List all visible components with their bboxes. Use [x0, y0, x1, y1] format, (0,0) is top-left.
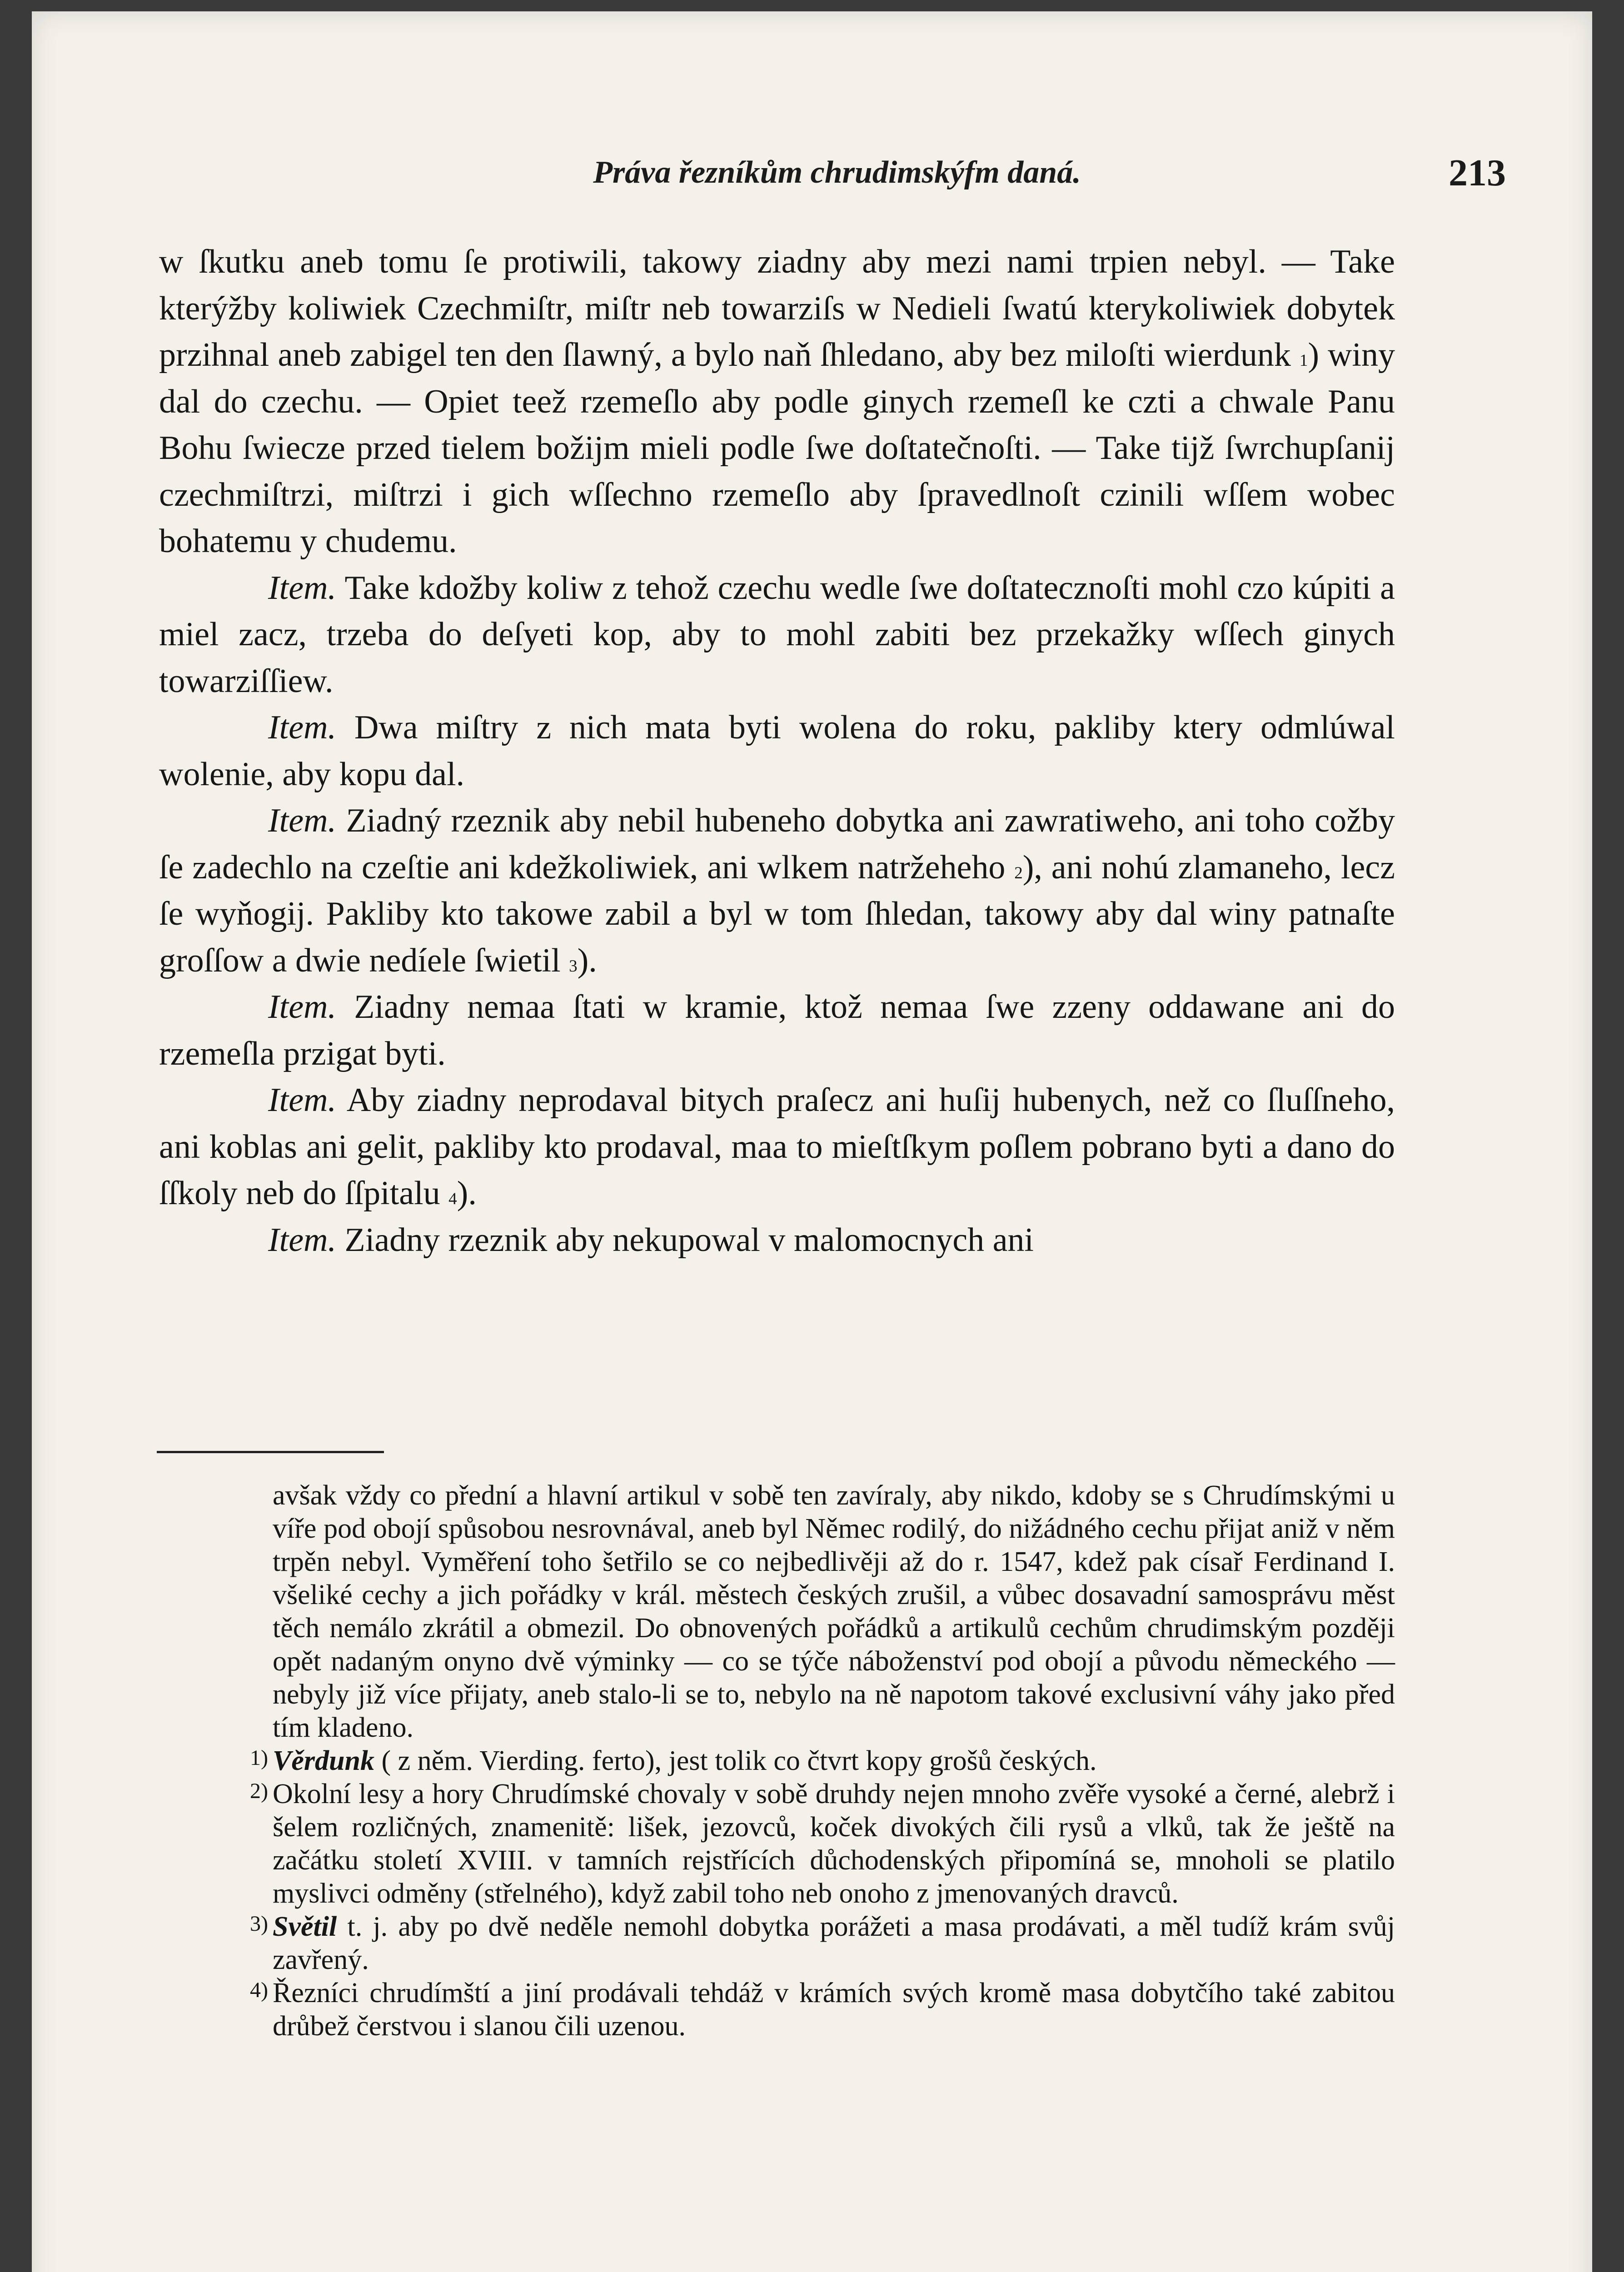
- footnote-divider: [157, 1451, 384, 1453]
- item-label: Item.: [268, 1081, 336, 1119]
- item-label: Item.: [268, 1221, 336, 1259]
- item-label: Item.: [268, 802, 336, 839]
- footnote-marker: 2): [250, 1779, 268, 1803]
- book-page: [32, 11, 1592, 2272]
- paragraph-item-4: Item. Ziadny nemaa ſtati w kramie, ktož nemaa ſwe zzeny oddawane ani do rzemeſla przigat byti.: [159, 988, 1395, 1072]
- main-text: [159, 239, 1395, 1263]
- footnote-continuation: avšak vždy co přední a hlavní artikul v sobě ten zavíraly, aby nikdo, kdoby se s Chrudímskými u víře pod obojí spůsobou nesrovnával, aneb byl Němec rodilý, do nižádného cechu přijat aniž v něm trpěn nebyl. Vyměření toho šetřilo se co nejbedlivěji až do r. 1547, kdež pak císař Ferdinand I. všeliké cechy a jich pořádky v král. městech českých zrušil, a vůbec dosavadní samosprávu měst těch nemálo zkrátil a obmezil. Do obnovených pořádků a artikulů cechům chrudimským později opět nadaným onyno dvě výminky — co se týče náboženství pod obojí a původu německého — nebyly již více přijaty, aneb stalo-li se to, nebylo na ně napotom takové exclusivní váhy jako před tím kladeno.: [273, 1480, 1395, 1743]
- footnote-1: 1) Věrdunk ( z něm. Vierding. ferto), jest tolik co čtvrt kopy grošů českých.: [273, 1744, 1395, 1778]
- item-label: Item.: [268, 569, 336, 607]
- paragraph-item-6: Item. Ziadny rzeznik aby nekupowal v malomocnych ani: [268, 1221, 1034, 1259]
- footnote-ref-3: 3: [569, 957, 578, 976]
- paragraph-item-5: Item. Aby ziadny neprodaval bitych praſecz ani huſij hubenych, než co ſluſſneho, ani koblas ani gelit, pakliby kto prodaval, maa to mieſtſkym poſlem pobrano byti a dano do ſſkoly neb do ſſpitalu $^4$).: [159, 1081, 1395, 1212]
- footnote-marker: 3): [250, 1912, 268, 1936]
- footnote-2: 2) Okolní lesy a hory Chrudímské chovaly v sobě druhdy nejen mnoho zvěře vysoké a černé, alebrž i šelem rozličných, znamenitě: lišek, jezovců, koček divokých čili rysů a vlků, tak že ještě na začátku století XVIII. v tamních rejstřících důchodenských připomíná se, mnoholi se platilo myslivci odměny (střelného), když zabil toho neb onoho z jmenovaných dravců.: [273, 1778, 1395, 1910]
- footnote-ref-4: 4: [448, 1190, 457, 1208]
- footnotes: [159, 1479, 1395, 2043]
- footnote-marker: 4): [250, 1978, 268, 2002]
- footnote-ref-2: 2: [1014, 863, 1023, 882]
- paragraph-1: w ſkutku aneb tomu ſe protiwili, takowy ziadny aby mezi nami trpien nebyl. — Take kterýžby koliwiek Czechmiſtr, miſtr neb towarziſs w Nedieli ſwatú kterykoliwiek dobytek przihnal aneb zabigel ten den ſlawný, a bylo naň ſhledano, aby bez miloſti wierdunk $^1$) winy dal do czechu. — Opiet teež rzemeſlo aby podle ginych rzemeſl ke czti a chwale Panu Bohu ſwiecze przed tielem božijm mieli podle ſwe doſtatečnoſti. — Take tijž ſwrchupſanij czechmiſtrzi, miſtrzi i gich wſſechno rzemeſlo aby ſpravedlnoſt czinili wſſem wobec bohatemu y chudemu.: [159, 243, 1395, 560]
- footnote-ref-1: 1: [1299, 351, 1308, 370]
- item-label: Item.: [268, 988, 336, 1026]
- footnote-marker: 1): [250, 1746, 268, 1770]
- paragraph-item-1: Item. Take kdožby koliw z tehož czechu wedle ſwe doſtatecznoſti mohl czo kúpiti a miel zacz, trzeba do deſyeti kop, aby to mohl zabiti bez przekažky wſſech ginych towarziſſiew.: [159, 569, 1395, 700]
- footnote-3: 3) Světil t. j. aby po dvě neděle nemohl dobytka porážeti a masa prodávati, a měl tudíž krám svůj zavřený.: [273, 1910, 1395, 1977]
- item-label: Item.: [268, 709, 336, 746]
- footnote-4: 4) Řezníci chrudímští a jiní prodávali tehdáž v krámích svých kromě masa dobytčího také zabitou drůbež čerstvou i slanou čili uzenou.: [273, 1977, 1395, 2043]
- page-number: 213: [1449, 152, 1506, 194]
- paragraph-item-3: Item. Ziadný rzeznik aby nebil hubeneho dobytka ani zawratiweho, ani toho cožby ſe zadechlo na czeſtie ani kdežkoliwiek, ani wlkem natržeheho $^2$), ani nohú zlamaneho, lecz ſe wyňogij. Pakliby kto takowe zabil a byl w tom ſhledan, takowy aby dal winy patnaſte groſſow a dwie nedíele ſwietil $^3$).: [159, 802, 1395, 979]
- paragraph-item-2: Item. Dwa miſtry z nich mata byti wolena do roku, pakliby ktery odmlúwal wolenie, aby kopu dal.: [159, 709, 1395, 793]
- running-title: Práva řezníkům chrudimskýfm daná.: [593, 155, 1081, 190]
- page-header: [159, 154, 1515, 209]
